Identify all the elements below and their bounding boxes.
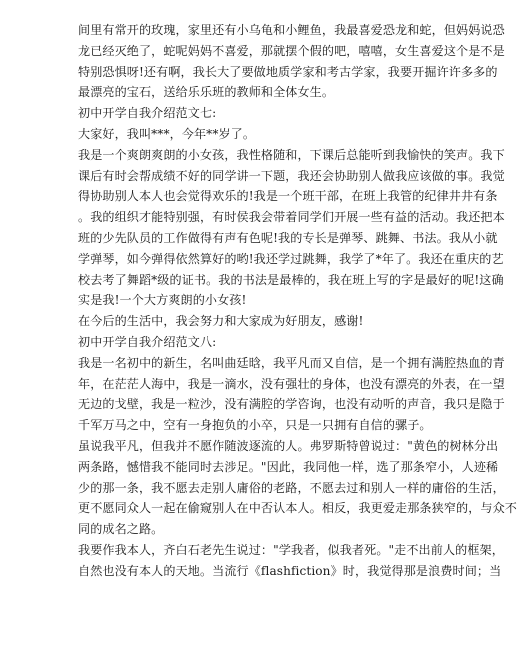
text-line: 课后有时会帮成绩不好的同学讲一下题，我还会协助别人做我应该做的事。我觉 (78, 168, 505, 183)
text-line: 实是我!一个大方爽朗的小女孩! (78, 293, 247, 308)
text-line: 年，在茫茫人海中，我是一滴水，没有强壮的身体，也没有漂亮的外表，在一望 (78, 376, 505, 391)
text-line: 班的少先队员的工作做得有声有色呢!我的专长是弹琴、跳舞、书法。我从小就 (78, 230, 498, 245)
text-line: 我要作我本人，齐白石老先生说过："学我者，似我者死。"走不出前人的框架， (78, 542, 504, 557)
text-line: 最漂亮的宝石，送给乐乐班的教师和全体女生。 (78, 85, 335, 100)
text-line: 。我的组织才能特别强，有时侯我会带着同学们开展一些有益的活动。我还把本 (78, 210, 505, 225)
text-line: 无边的戈壁，我是一粒沙，没有满腔的学咨询，也没有动听的声音，我只是隐于 (78, 397, 505, 412)
text-line: 得协助别人本人也会觉得欢乐的!我是一个班干部，在班上我管的纪律井井有条 (78, 189, 498, 204)
text-line: 千军万马之中，空有一身抱负的小卒，只是一只拥有自信的骡子。 (78, 418, 432, 433)
text-line: 同的成名之路。 (78, 522, 164, 537)
text-line: 两条路，憾惜我不能同时去涉足。"因此，我同他一样，选了那条窄小，人迹稀 (78, 459, 499, 474)
text-line: 校去考了舞蹈*级的证书。我的书法是最棒的，我在班上写的字是最好的呢!这确 (78, 272, 504, 287)
text-line: 特别恐惧呀!还有啊，我长大了要做地质学家和考古学家，我要开掘许许多多的 (78, 64, 498, 79)
text-line: 我是一个爽朗爽朗的小女孩，我性格随和，下课后总能听到我愉快的笑声。我下 (78, 147, 505, 162)
text-line: 自然也没有本人的天地。当流行《flashfiction》时，我觉得那是浪费时间；当 (78, 563, 502, 578)
text-line: 更不愿同众人一起在偷窥别人在中否认本人。相反，我更爱走那条狭窄的，与众不 (78, 501, 517, 516)
text-line: 少的那一条，我不愿去走别人庸俗的老路，不愿去过和别人一样的庸俗的生活， (78, 480, 505, 495)
text-line: 龙已经灭绝了，蛇呢妈妈不喜爱，那就摆个假的吧，嘻嘻，女生喜爱这个是不是 (78, 43, 505, 58)
section-heading: 初中开学自我介绍范文七: (78, 106, 217, 121)
section-heading: 初中开学自我介绍范文八: (78, 334, 217, 349)
text-line: 大家好，我叫***，今年**岁了。 (78, 126, 256, 141)
text-line: 学弹琴，如今弹得依然算好的哟!我还学过跳舞，我学了*年了。我还在重庆的艺 (78, 251, 504, 266)
text-line: 虽说我平凡，但我并不愿作随波逐流的人。弗罗斯特曾说过："黄色的树林分出 (78, 438, 499, 453)
text-line: 我是一名初中的新生，名叫曲廷晗，我平凡而又自信，是一个拥有满腔热血的青 (78, 355, 505, 370)
text-line: 在今后的生活中，我会努力和大家成为好朋友，感谢! (78, 314, 364, 329)
text-line: 间里有常开的玫瑰，家里还有小乌龟和小鲤鱼，我最喜爱恐龙和蛇，但妈妈说恐 (78, 23, 505, 37)
